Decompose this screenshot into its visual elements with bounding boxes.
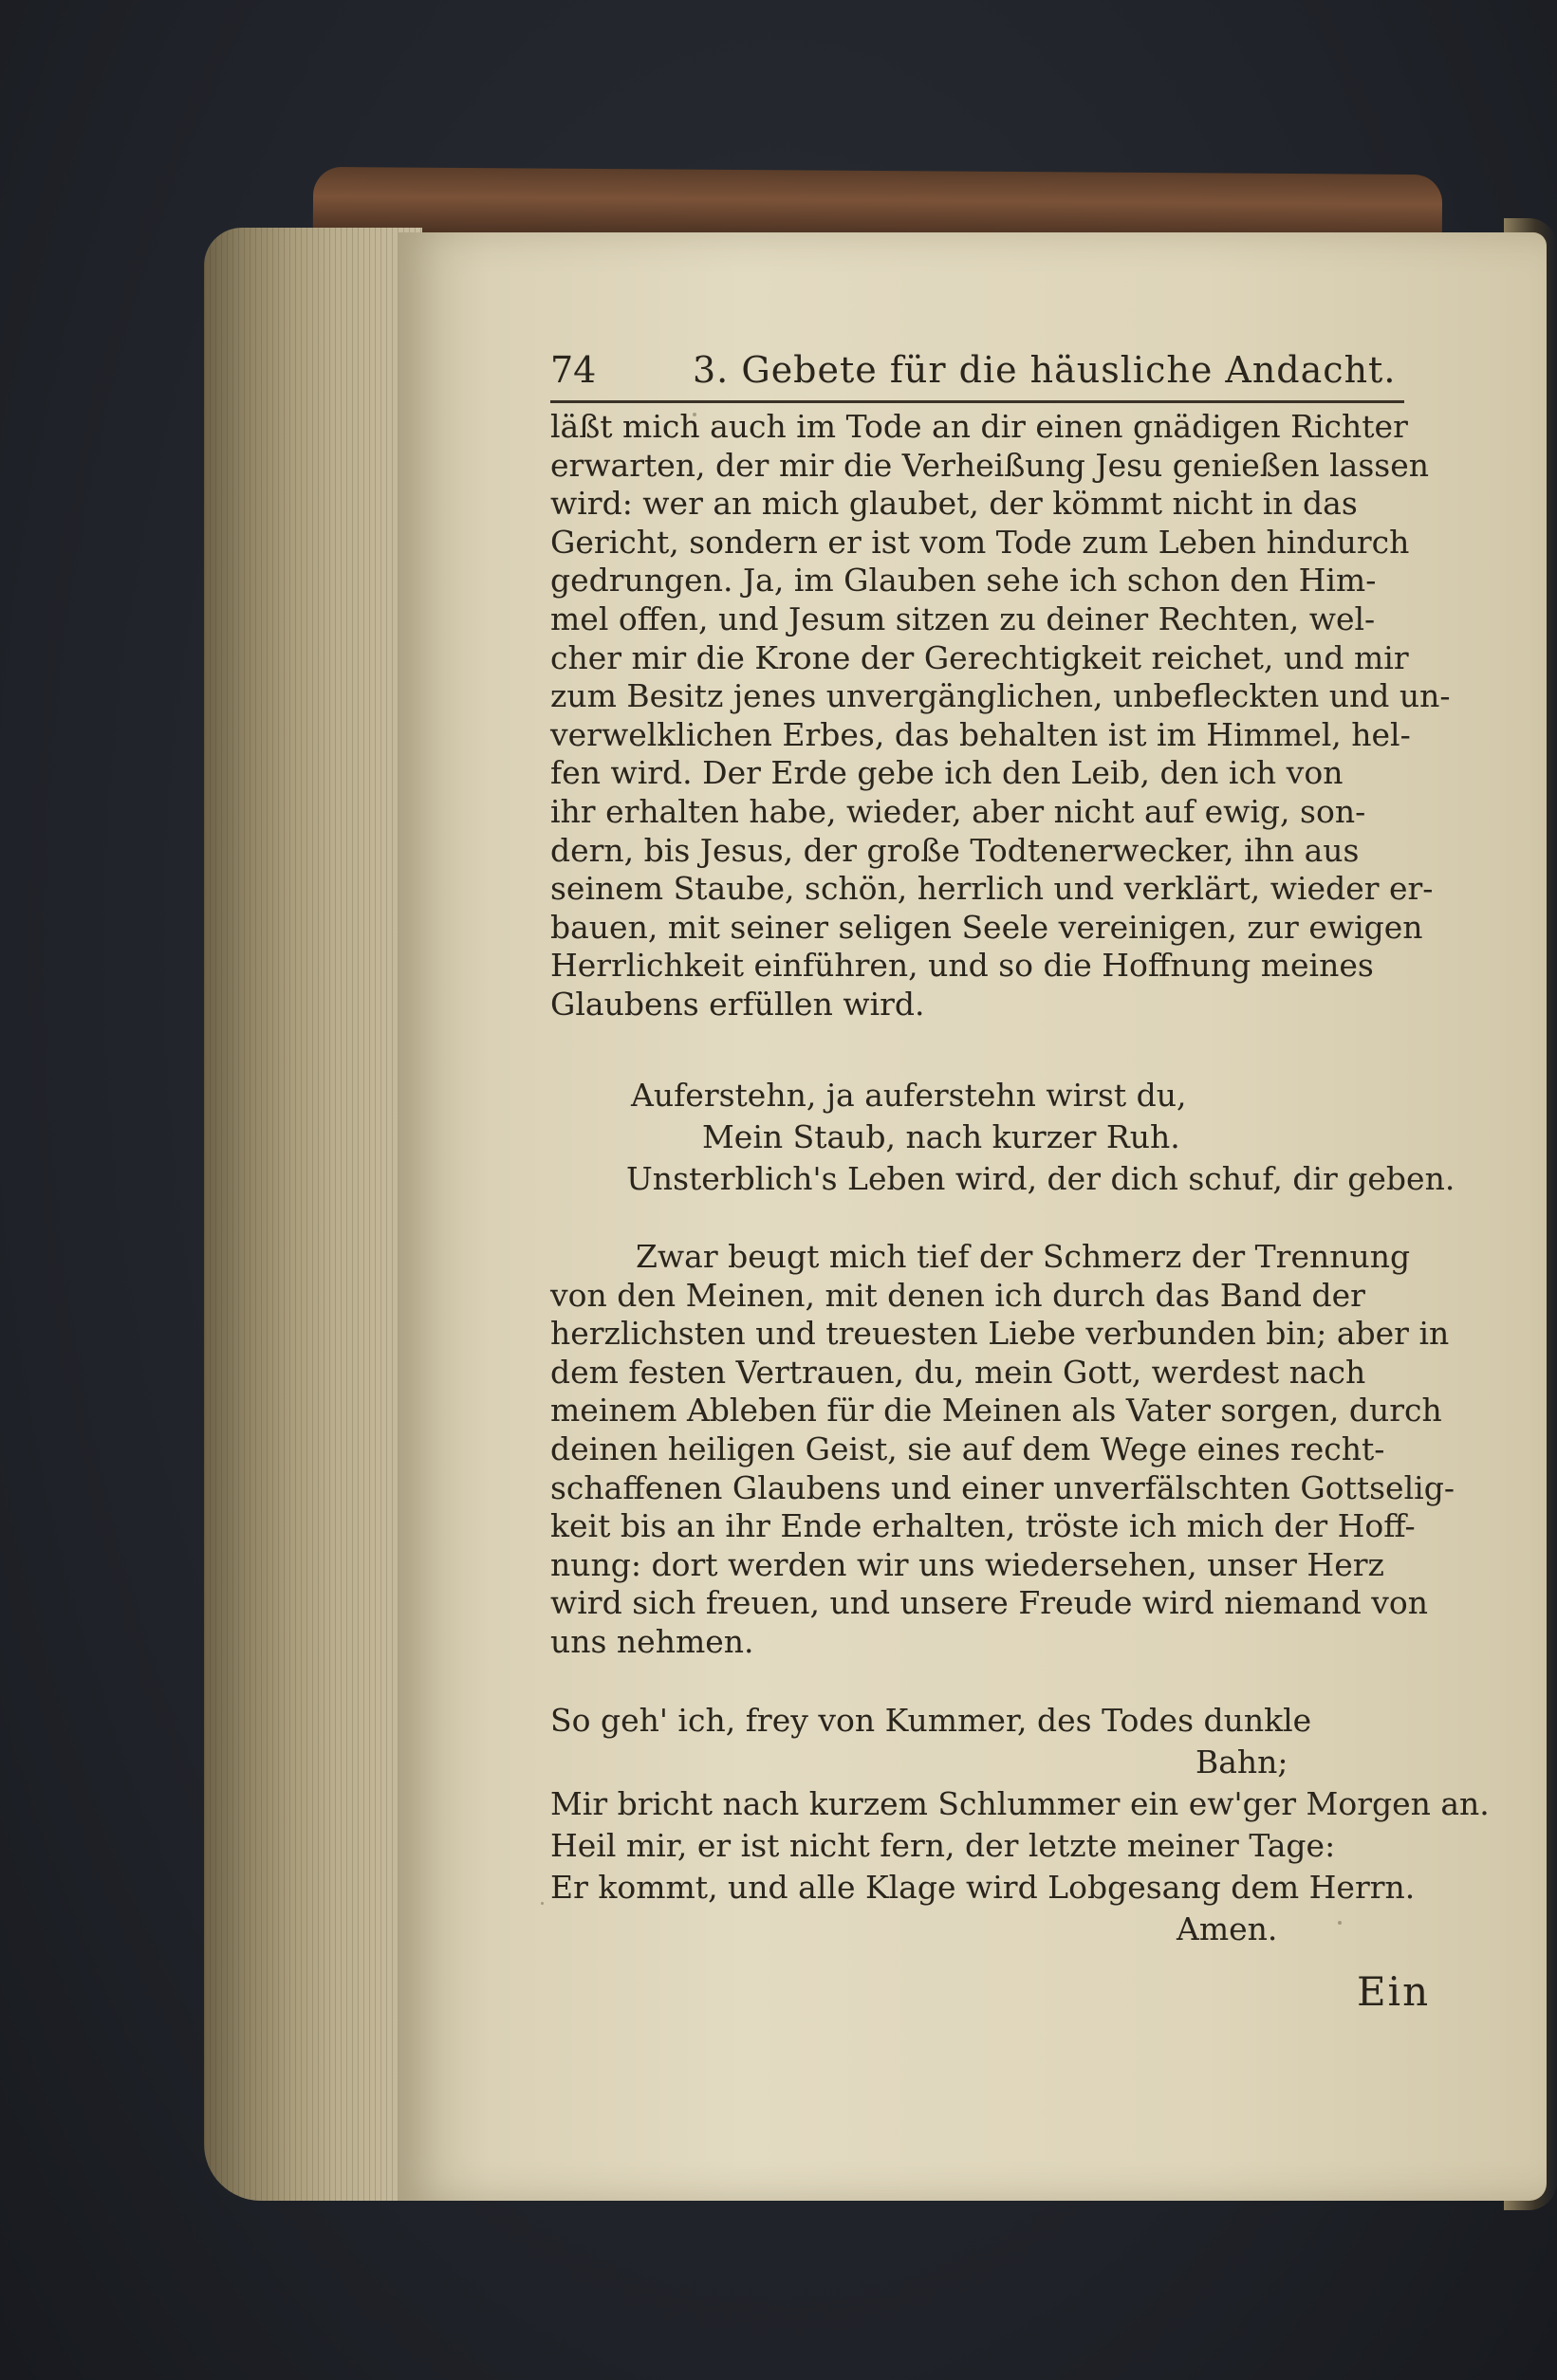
text-line: dern, bis Jesus, der große Todtenerwecker, ihn aus	[550, 831, 1360, 869]
text-line: meinem Ableben für die Meinen als Vater sorgen, durch	[550, 1392, 1442, 1430]
verse-line: Unsterblich's Leben wird, der dich schuf, dir geben.	[626, 1160, 1455, 1197]
paragraph-2	[550, 1238, 1455, 1662]
page-number: 74	[550, 349, 597, 391]
text-line: Gericht, sondern er ist vom Tode zum Leben hindurch	[550, 523, 1410, 561]
text-line: Glaubens erfüllen wird.	[550, 985, 925, 1023]
text-line: Herrlichkeit einführen, und so die Hoffnung meines	[550, 947, 1374, 985]
page-block-edge	[204, 228, 422, 2201]
text-line: dem festen Vertrauen, du, mein Gott, werdest nach	[550, 1353, 1366, 1391]
text-line: ihr erhalten habe, wieder, aber nicht auf ewig, son-	[550, 792, 1366, 830]
header-rule	[550, 400, 1404, 403]
verse-line: Er kommt, und alle Klage wird Lobgesang dem Herrn.	[550, 1869, 1416, 1906]
text-line: uns nehmen.	[550, 1622, 754, 1660]
text-line: verwelklichen Erbes, das behalten ist im Himmel, hel-	[550, 715, 1411, 753]
text-line: bauen, mit seiner seligen Seele vereinigen, zur ewigen	[550, 908, 1423, 946]
text-line: fen wird. Der Erde gebe ich den Leib, den ich von	[550, 754, 1344, 792]
verse-line: Amen.	[1177, 1910, 1278, 1947]
verse-line: Auferstehn, ja auferstehn wirst du,	[631, 1077, 1187, 1114]
text-line: zum Besitz jenes unvergänglichen, unbefleckten und un-	[550, 677, 1451, 715]
text-line: Zwar beugt mich tief der Schmerz der Trennung	[636, 1238, 1411, 1275]
catchword: Ein	[1357, 1968, 1431, 2015]
text-line: erwarten, der mir die Verheißung Jesu genießen lassen	[550, 446, 1429, 484]
text-line: schaffenen Glaubens und einer unverfälschten Gottselig-	[550, 1468, 1455, 1506]
text-line: von den Meinen, mit denen ich durch das Band der	[550, 1276, 1365, 1314]
text-line: herzlichsten und treuesten Liebe verbunden bin; aber in	[550, 1315, 1450, 1353]
verse-line: Heil mir, er ist nicht fern, der letzte meiner Tage:	[550, 1827, 1336, 1864]
text-line: keit bis an ihr Ende erhalten, tröste ich mich der Hoff-	[550, 1507, 1416, 1545]
verse-line: Bahn;	[1196, 1743, 1288, 1780]
text-line: gedrungen. Ja, im Glauben sehe ich schon den Him-	[550, 562, 1377, 600]
text-line: nung: dort werden wir uns wiedersehen, unser Herz	[550, 1545, 1384, 1583]
verse-line: Mein Staub, nach kurzer Ruh.	[702, 1118, 1180, 1155]
page-header	[550, 341, 1404, 398]
text-line: mel offen, und Jesum sitzen zu deiner Rechten, wel-	[550, 600, 1376, 637]
text-line: läßt mich auch im Tode an dir einen gnädigen Richter	[550, 408, 1408, 445]
verse-1	[626, 1075, 1455, 1200]
text-line: deinen heiligen Geist, sie auf dem Wege eines recht-	[550, 1430, 1385, 1467]
text-line: seinem Staube, schön, herrlich und verklärt, wieder er-	[550, 870, 1434, 908]
verse-line: So geh' ich, frey von Kummer, des Todes dunkle	[550, 1702, 1312, 1739]
verse-line: Mir bricht nach kurzem Schlummer ein ew'ger Morgen an.	[550, 1785, 1490, 1822]
book-cover-top-edge	[313, 167, 1442, 241]
paragraph-1	[550, 408, 1452, 1024]
running-head: 3. Gebete für die häusliche Andacht.	[693, 349, 1397, 391]
verse-2	[550, 1700, 1490, 1950]
text-line: wird: wer an mich glaubet, der kömmt nicht in das	[550, 485, 1358, 523]
text-line: wird sich freuen, und unsere Freude wird niemand von	[550, 1584, 1429, 1622]
text-line: cher mir die Krone der Gerechtigkeit reichet, und mir	[550, 638, 1409, 676]
